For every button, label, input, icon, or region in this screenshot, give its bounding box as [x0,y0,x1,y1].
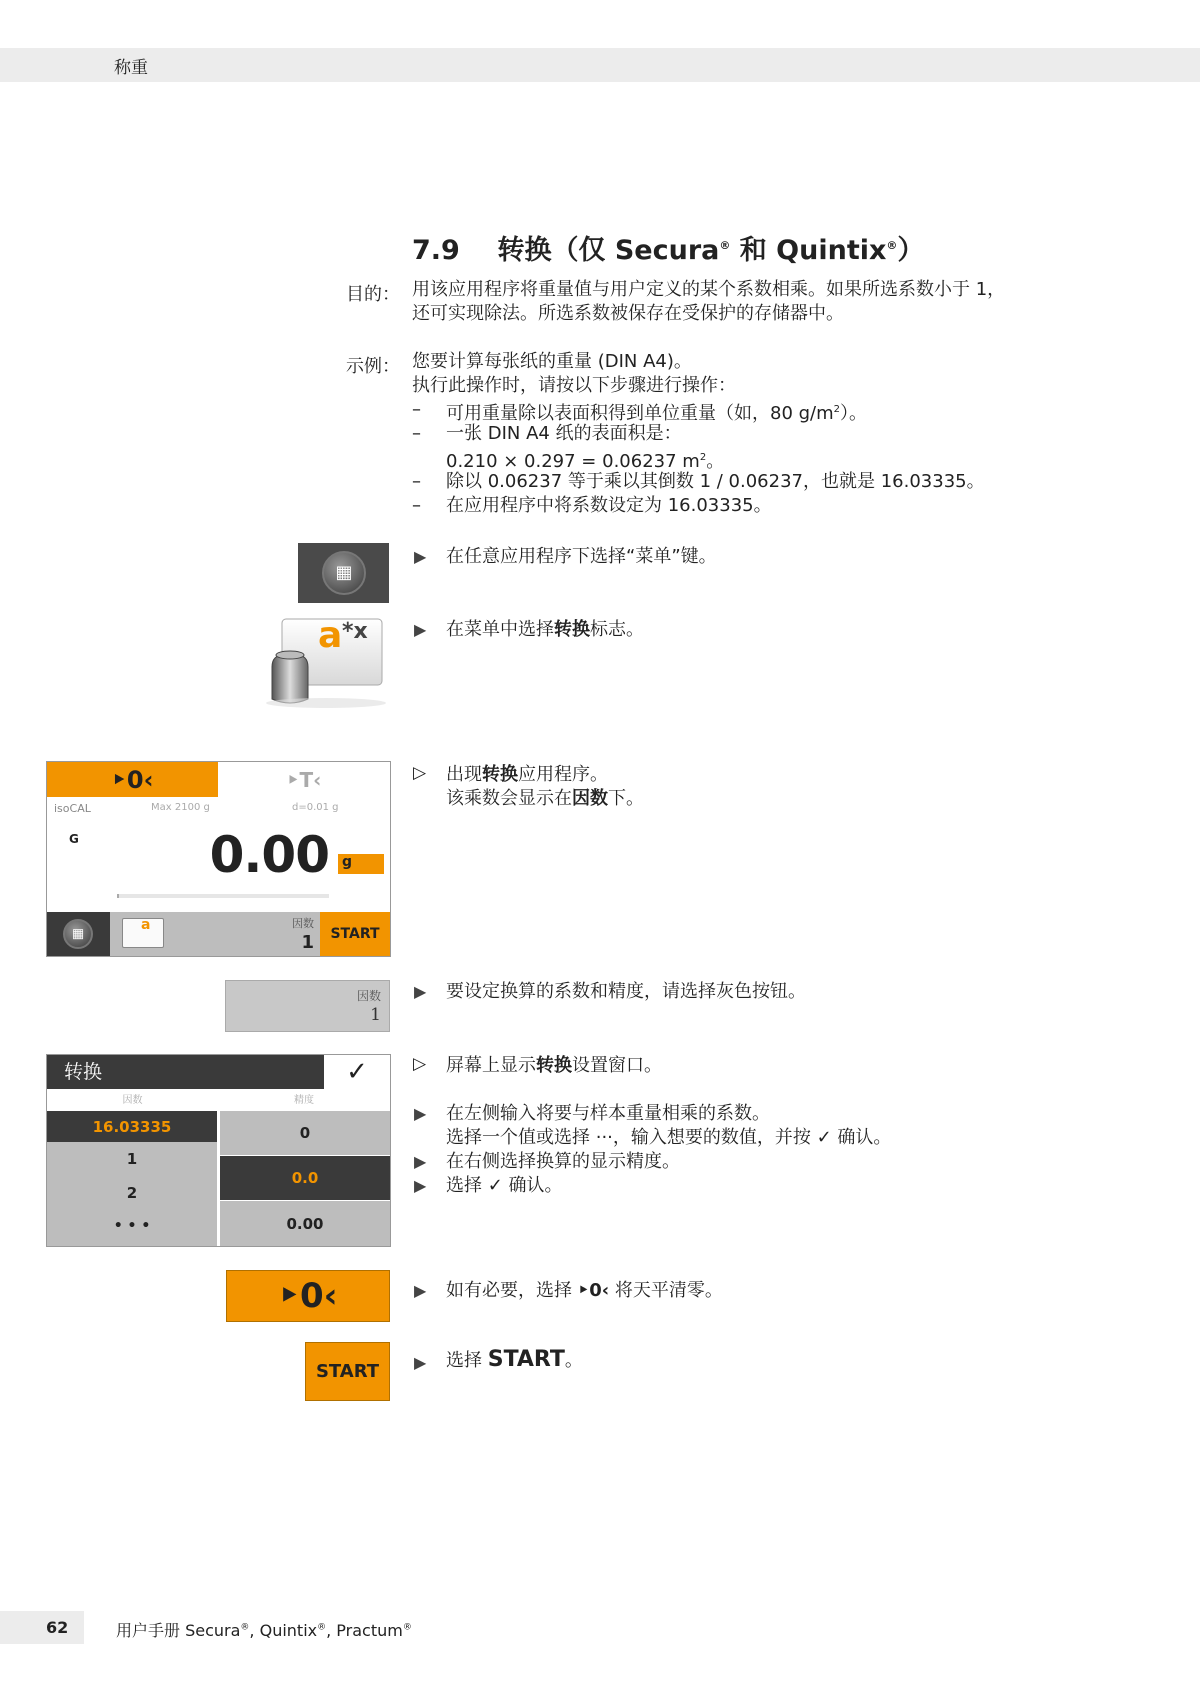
r2-pre: 屏幕上显示 [446,1055,536,1076]
purpose-line-2: 还可实现除法。所选系数被保存在受保护的存储器中。 [412,303,844,324]
start-button[interactable]: START [305,1342,390,1401]
section-title: 称重 [114,58,148,78]
r2-bold: 转换 [536,1055,572,1076]
precision-option[interactable]: 0.00 [220,1201,390,1246]
example-bullet-3: 除以 0.06237 等于乘以其倒数 1 / 0.06237，也就是 16.03335。 [446,471,985,492]
manual-mid2: , Practum [326,1621,403,1640]
conversion-icon [122,918,164,948]
r1l2-post: 下。 [608,788,644,809]
sup: 2 [699,452,707,463]
s7-pre: 如有必要，选择 [446,1280,578,1301]
bullet-1-post: ）。 [840,403,868,424]
step-4: 在左侧输入将要与样本重量相乘的系数。 [446,1103,770,1124]
step-5: 在右侧选择换算的显示精度。 [446,1151,680,1172]
menu-key[interactable] [298,543,389,603]
s2-bold: 转换 [554,619,590,640]
step-arrow: ▶ [414,1104,427,1123]
dash-marker: – [412,471,421,492]
d-label: d=0.01 g [292,802,339,813]
chapter-number: 7.9 [412,235,460,266]
factor-label: 因数 [292,917,314,930]
r1l2-bold: 因数 [572,788,608,809]
footer-manual-title [116,1618,412,1641]
title-prefix: 转换（仅 Secura [497,235,720,266]
menu-key[interactable] [47,912,110,956]
unit-label: g [338,854,384,874]
step-arrow: ▶ [414,1152,427,1171]
dash-marker: – [412,399,421,420]
reg-mark: ® [402,1622,412,1633]
factor-label: 因数 [356,989,381,1003]
example-line-2: 执行此操作时，请按以下步骤进行操作： [412,375,736,396]
formula: 0.210 × 0.297 = 0.06237 m [446,451,700,472]
s4l2-pre: 选择一个值或选择 ···，输入想要的数值，并按 [446,1127,817,1148]
sup: 2 [833,404,841,415]
dash-marker: – [412,423,421,444]
s4l2-post: 确认。 [831,1127,892,1148]
s2-pre: 在菜单中选择 [446,619,554,640]
step-3: 要设定换算的系数和精度，请选择灰色按钮。 [446,981,806,1002]
conv-icon-sup: *x [342,619,368,644]
dash-marker: – [412,495,421,516]
r1l2-pre: 该乘数会显示在 [446,788,572,809]
r2-post: 设置窗口。 [572,1055,662,1076]
tare-key[interactable]: ‣T‹ [286,767,322,792]
factor-button[interactable] [225,980,390,1032]
title-middle: 和 Quintix [730,235,887,266]
bullet-1-pre: 可用重量除以表面积得到单位重量（如，80 g/m [446,403,834,424]
s6-post: 确认。 [502,1175,563,1196]
result-1 [446,763,608,787]
s7-post: 将天平清零。 [609,1280,723,1301]
formula-post: 。 [706,451,725,472]
weighing-screen [46,761,391,957]
weight-value: 0.00 [209,826,329,884]
s8-bold: START [487,1347,565,1372]
step-8 [446,1348,583,1373]
conv-icon-label: a [318,615,343,656]
example-bullet-4: 在应用程序中将系数设定为 16.03335。 [446,495,772,516]
conversion-settings-window [46,1054,391,1247]
check-icon: ✓ [487,1175,503,1196]
confirm-check-icon[interactable]: ✓ [346,1057,368,1087]
zero-symbol: ‣0‹ [577,1280,610,1301]
isocal-label: isoCAL [54,802,91,815]
precision-column-header: 精度 [294,1095,314,1106]
reg-mark: ® [886,239,898,252]
s8-pre: 选择 [446,1350,488,1371]
factor-column-header: 因数 [122,1095,143,1106]
factor-option[interactable]: 2 [126,1184,138,1202]
r1-post: 应用程序。 [518,764,608,785]
precision-option-selected[interactable]: 0.0 [220,1156,390,1200]
step-1: 在任意应用程序下选择“菜单”键。 [446,546,717,567]
r1-bold: 转换 [482,764,518,785]
window-title: 转换 [47,1055,324,1089]
reg-mark: ® [719,239,731,252]
step-4-line-2 [446,1126,891,1150]
step-arrow: ▶ [414,620,427,639]
title-suffix: ） [897,235,925,266]
step-arrow: ▶ [414,1281,427,1300]
zero-key[interactable]: ‣0‹ [47,762,218,797]
purpose-label: 目的： [346,284,400,305]
step-7 [446,1279,723,1303]
factor-option-selected[interactable]: 16.03335 [47,1111,217,1142]
max-label: Max 2100 g [151,802,210,813]
result-arrow: ▷ [413,1054,427,1074]
step-2 [446,618,644,642]
example-line-1: 您要计算每张纸的重量 (DIN A4)。 [412,351,692,372]
step-arrow: ▶ [414,1176,427,1195]
s6-pre: 选择 [446,1175,488,1196]
gross-label: G [69,832,79,846]
manual-mid1: , Quintix [249,1621,318,1640]
s8-post: 。 [564,1350,583,1371]
r1-pre: 出现 [446,764,482,785]
page-number: 62 [46,1618,69,1637]
chapter-title [412,228,924,267]
header-bar [0,48,1200,82]
grid-icon: ▦ [335,562,353,583]
reg-mark: ® [240,1622,250,1633]
start-key[interactable]: START [320,912,390,956]
result-arrow: ▷ [413,763,427,783]
step-arrow: ▶ [414,547,427,566]
factor-value: 1 [301,932,314,953]
conversion-app-icon[interactable] [262,615,389,710]
purpose-line-1: 用该应用程序将重量值与用户定义的某个系数相乘。如果所选系数小于 1， [412,279,1006,300]
grid-icon: ▦ [71,926,85,942]
factor-value: 1 [370,1005,381,1025]
result-1-line-2 [446,787,644,811]
result-2 [446,1054,662,1078]
menu-knob [63,919,93,949]
factor-option-more[interactable]: • • • [113,1218,151,1234]
manual-pre: 用户手册 Secura [116,1621,241,1640]
step-arrow: ▶ [414,1353,427,1372]
conv-icon-label: a [141,917,151,933]
step-6 [446,1174,563,1198]
zero-button[interactable]: ‣0‹ [226,1270,390,1322]
check-icon: ✓ [816,1127,832,1148]
example-bullet-2: 一张 DIN A4 纸的表面积是： [446,423,682,444]
example-label: 示例： [346,356,400,377]
precision-option[interactable]: 0 [220,1111,390,1155]
s2-post: 标志。 [590,619,644,640]
menu-knob [322,551,366,595]
factor-option[interactable]: 1 [126,1150,138,1168]
reg-mark: ® [317,1622,327,1633]
page-number-box [0,1611,84,1644]
capacity-bar [117,894,329,898]
step-arrow: ▶ [414,982,427,1001]
factor-bar[interactable] [110,912,320,956]
